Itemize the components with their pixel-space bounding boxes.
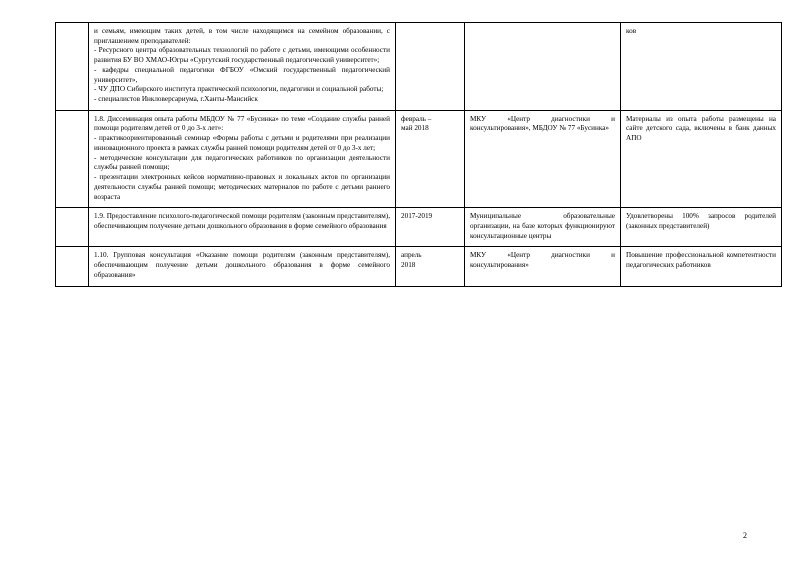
table-row [56,110,782,207]
row-date-cell [396,247,465,286]
row-number-cell [56,23,89,111]
row-org-cell: МКУ «Центр диагностики и консультирования», МБДОУ № 77 «Бусинка» [465,110,621,207]
row-activity-cell [89,110,396,207]
row-activity-cell: 1.9. Предоставление психолого-педагогической помощи родителям (законным представителям), обеспечивающим получение детьми дошкольного образования в форме семейного образования [89,208,396,247]
table-row [56,23,782,111]
row-activity-cell: 1.10. Групповая консультация «Оказание помощи родителям (законным представителям), обеспечивающим получение детьми дошкольного образования в форме семейного образования» [89,247,396,286]
row-org-cell [465,23,621,111]
row-number-cell [56,208,89,247]
row-result-cell: Удовлетворены 100% запросов родителей (законных представителей) [621,208,782,247]
row-date-text: февраль – май 2018 [401,114,432,133]
row-number-cell [56,247,89,286]
plan-table [55,22,782,287]
row-activity-cell [89,23,396,111]
activity-text: 1.8. Диссеминация опыта работы МБДОУ № 77 «Бусинка» по теме «Создание службы ранней помощи родителям детей от 0 до 3-х лет»: - практикоориентированный семинар «Формы работы с детьми и родителями при реализации инновационного проекта в рамках службы ранней помощи родителям детей от 0 до 3-х лет; - методические консультации для педагогических работников по организации деятельности службы ранней помощи; - презентации электронных кейсов нормативно-правовых и локальных актов по организации деятельности службы ранней помощи; методических материалов по работе с детьми раннего возраста [94,114,390,201]
row-org-cell: МКУ «Центр диагностики и консультирования» [465,247,621,286]
row-date-cell: 2017-2019 [396,208,465,247]
table-body [56,23,782,287]
page-number: 2 [743,531,747,540]
activity-text: и семьям, имеющим таких детей, в том числе находящимся на семейном образовании, с приглашением преподавателей: - Ресурсного центра образовательных технологий по работе с детьми, имеющими особенности развития БУ ВО ХМАО-Югры «Сургутский государственный педагогический университет»; - кафедры специальной педагогики ФГБОУ «Омский государственный педагогический университет», - ЧУ ДПО Сибирского института практической психологии, педагогики и социальной работы; - специалистов Инкловерсариума, г.Ханты-Мансийск [94,27,390,104]
table-row [56,208,782,247]
row-result-cell: ков [621,23,782,111]
row-result-cell: Повышение профессиональной компетентности педагогических работников [621,247,782,286]
row-result-cell: Материалы из опыта работы размещены на сайте детского сада, включены в банк данных АПО [621,110,782,207]
row-date-cell [396,23,465,111]
row-number-cell [56,110,89,207]
row-date-text: апрель 2018 [401,251,422,270]
table-row [56,247,782,286]
row-date-cell [396,110,465,207]
row-org-cell: Муниципальные образовательные организации, на базе которых функционируют консультационные центры [465,208,621,247]
